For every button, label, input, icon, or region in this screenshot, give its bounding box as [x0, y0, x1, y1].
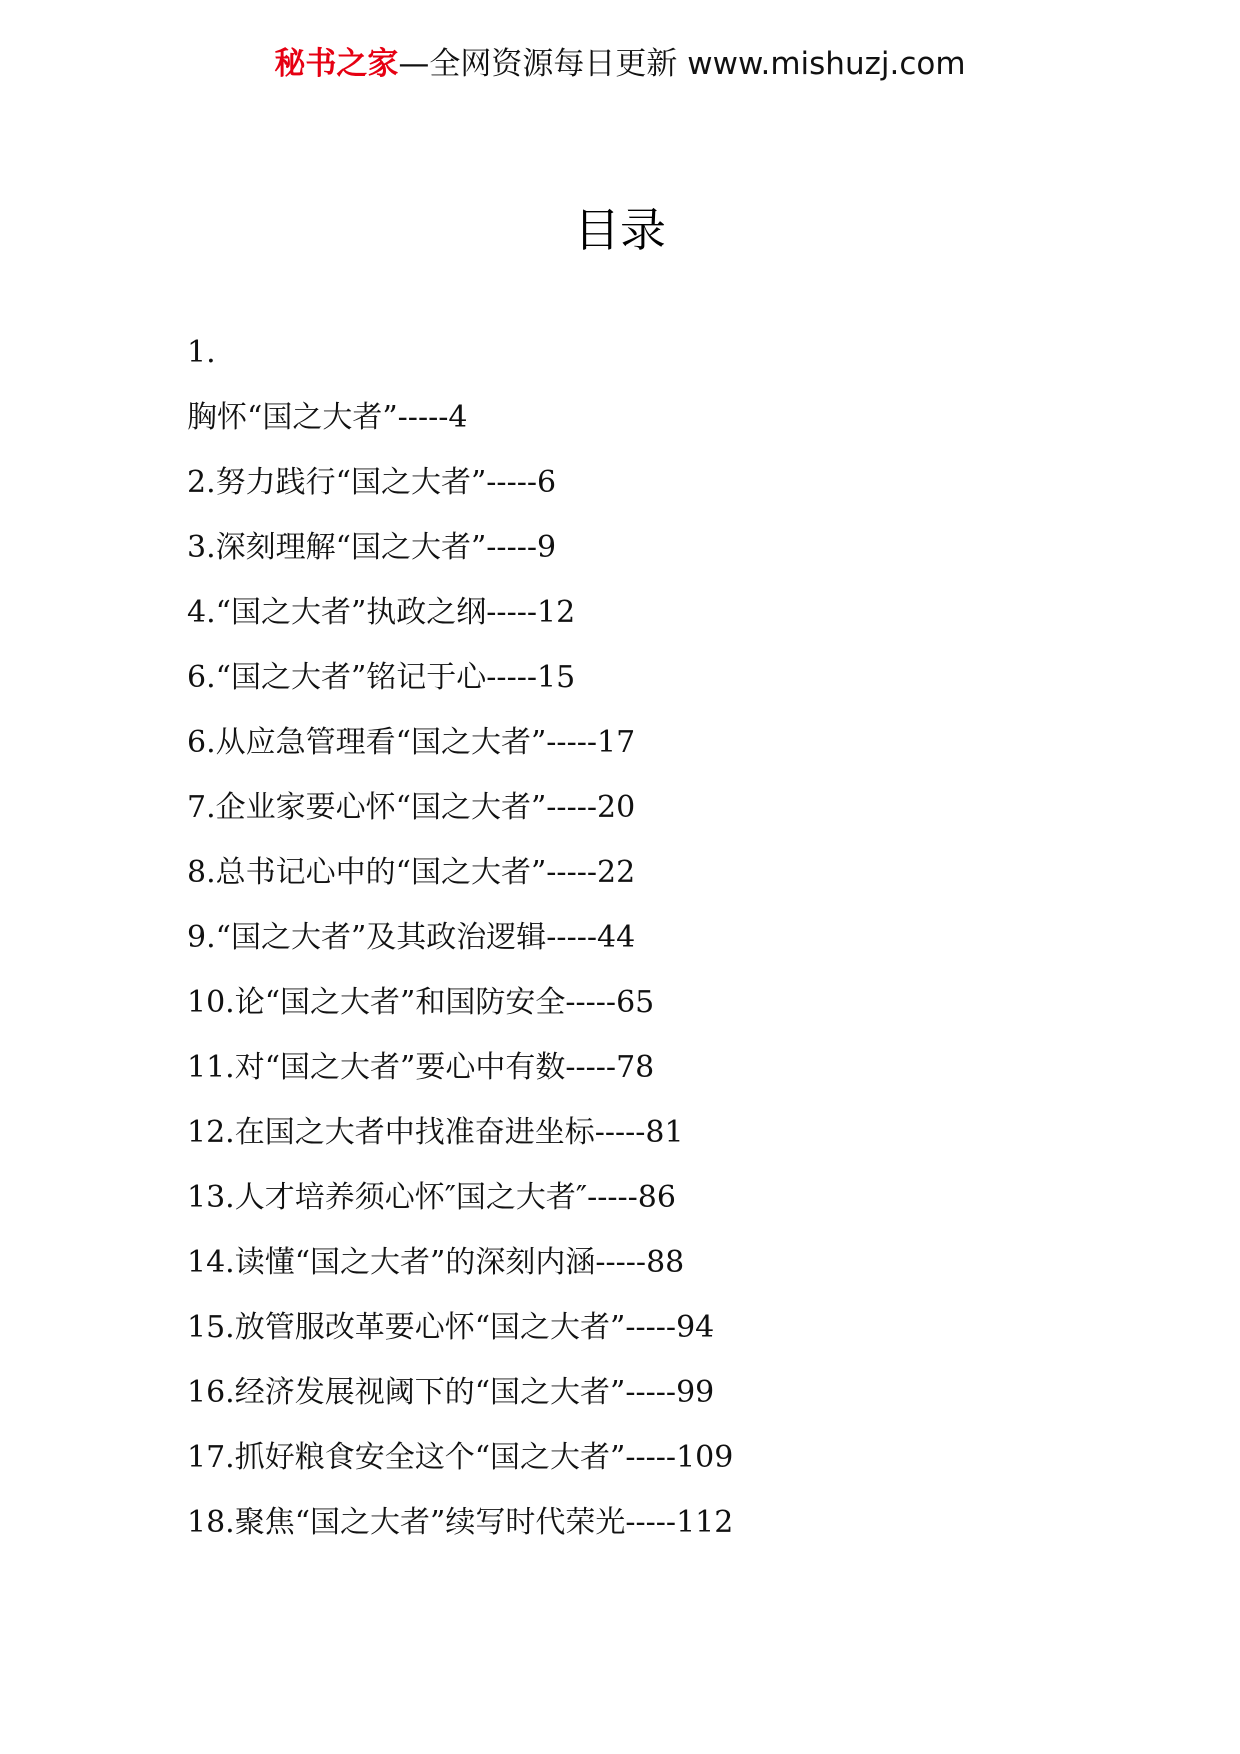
page-title: 目录 [574, 203, 666, 257]
toc-item: 6.“国之大者”铭记于心-----15 [187, 660, 576, 695]
site-brand: 秘书之家 [274, 46, 399, 82]
toc-item: 12.在国之大者中找准奋进坐标-----81 [187, 1115, 684, 1150]
toc-item: 11.对“国之大者”要心中有数-----78 [187, 1050, 655, 1085]
site-tagline: —全网资源每日更新 www.mishuzj.com [398, 46, 966, 82]
toc-item: 7.企业家要心怀“国之大者”-----20 [187, 790, 636, 825]
toc-item: 3.深刻理解“国之大者”-----9 [187, 530, 557, 565]
toc-item: 18.聚焦“国之大者”续写时代荣光-----112 [187, 1505, 734, 1540]
toc-item: 13.人才培养须心怀″国之大者″-----86 [187, 1180, 676, 1215]
toc-item: 4.“国之大者”执政之纲-----12 [187, 595, 576, 630]
toc-item: 8.总书记心中的“国之大者”-----22 [187, 855, 636, 890]
toc-item: 6.从应急管理看“国之大者”-----17 [187, 725, 636, 760]
table-of-contents [187, 320, 1147, 1555]
toc-item: 14.读懂“国之大者”的深刻内涵-----88 [187, 1245, 685, 1280]
site-header [0, 40, 1240, 88]
toc-item: 1. [187, 335, 216, 370]
toc-item: 胸怀“国之大者”-----4 [187, 400, 468, 435]
toc-item: 15.放管服改革要心怀“国之大者”-----94 [187, 1310, 715, 1345]
toc-item: 16.经济发展视阈下的“国之大者”-----99 [187, 1375, 715, 1410]
toc-item: 2.努力践行“国之大者”-----6 [187, 465, 557, 500]
toc-item: 17.抓好粮食安全这个“国之大者”-----109 [187, 1440, 734, 1475]
toc-item: 9.“国之大者”及其政治逻辑-----44 [187, 920, 636, 955]
toc-item: 10.论“国之大者”和国防安全-----65 [187, 985, 655, 1020]
